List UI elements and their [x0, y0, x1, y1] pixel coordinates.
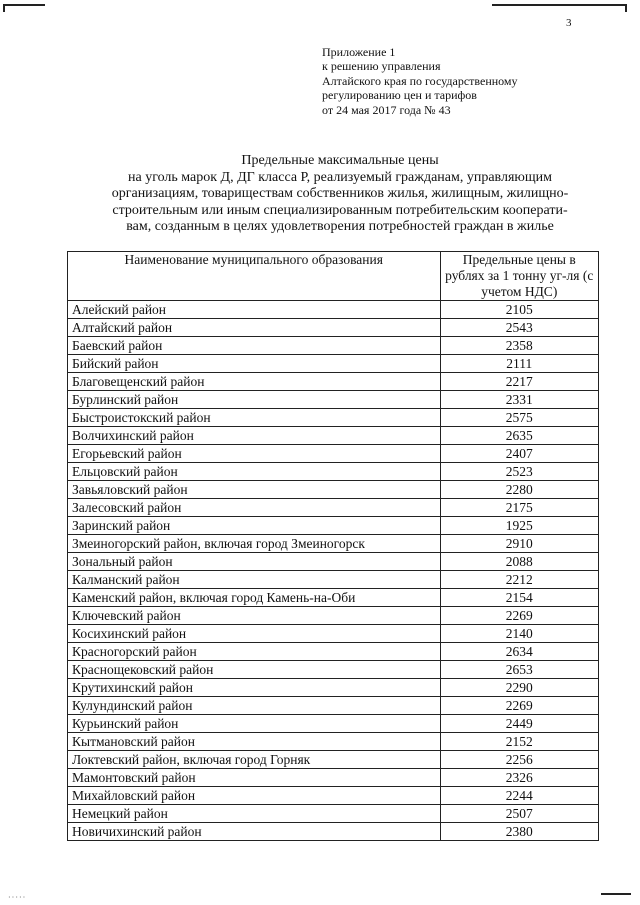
municipality-name: Змеиногорский район, включая город Змеиногорск: [68, 535, 441, 553]
price-value: 2244: [440, 787, 598, 805]
municipality-name: Михайловский район: [68, 787, 441, 805]
table-row: [68, 805, 599, 823]
municipality-name: Благовещенский район: [68, 373, 441, 391]
page-number: 3: [566, 17, 572, 29]
table-row: [68, 337, 599, 355]
table-row: [68, 553, 599, 571]
price-value: 2331: [440, 391, 598, 409]
appendix-line: Алтайского края по государственному: [322, 73, 518, 88]
price-value: 2269: [440, 697, 598, 715]
title-line: вам, созданным в целях удовлетворения потребностей граждан в жилье: [126, 219, 554, 235]
municipality-name: Красногорский район: [68, 643, 441, 661]
price-value: 2154: [440, 589, 598, 607]
table-row: [68, 571, 599, 589]
appendix-line: к решению управления: [322, 59, 441, 74]
table-row: [68, 517, 599, 535]
municipality-name: Кытмановский район: [68, 733, 441, 751]
table-row: [68, 733, 599, 751]
price-table: [67, 251, 599, 841]
table-row: [68, 463, 599, 481]
price-value: 2152: [440, 733, 598, 751]
municipality-name: Баевский район: [68, 337, 441, 355]
price-value: 2140: [440, 625, 598, 643]
price-value: 2635: [440, 427, 598, 445]
price-value: 2088: [440, 553, 598, 571]
table-row: [68, 589, 599, 607]
price-value: 2280: [440, 481, 598, 499]
price-value: 2269: [440, 607, 598, 625]
municipality-name: Бурлинский район: [68, 391, 441, 409]
municipality-name: Завьяловский район: [68, 481, 441, 499]
table-row: [68, 535, 599, 553]
title-line: организациям, товариществам собственников жилья, жилищным, жилищно-: [111, 186, 569, 202]
municipality-name: Зональный район: [68, 553, 441, 571]
table-row: [68, 679, 599, 697]
title-line: на уголь марок Д, ДГ класса Р, реализуемый гражданам, управляющим: [127, 169, 552, 185]
price-value: 2407: [440, 445, 598, 463]
price-value: 2212: [440, 571, 598, 589]
price-value: 1925: [440, 517, 598, 535]
price-value: 2543: [440, 319, 598, 337]
municipality-name: Немецкий район: [68, 805, 441, 823]
appendix-line: регулированию цен и тарифов: [322, 88, 477, 103]
municipality-name: Косихинский район: [68, 625, 441, 643]
price-value: 2380: [440, 823, 598, 841]
price-value: 2653: [440, 661, 598, 679]
price-value: 2358: [440, 337, 598, 355]
scan-mark-bottom-right: [601, 893, 631, 895]
appendix-line: от 24 мая 2017 года № 43: [322, 102, 451, 117]
scan-mark-top-right-tick: [625, 4, 627, 12]
table-row: [68, 769, 599, 787]
table-row: [68, 481, 599, 499]
table-row: [68, 319, 599, 337]
municipality-name: Курьинский район: [68, 715, 441, 733]
municipality-name: Краснощековский район: [68, 661, 441, 679]
municipality-name: Новичихинский район: [68, 823, 441, 841]
table-row: [68, 427, 599, 445]
municipality-name: Ключевский район: [68, 607, 441, 625]
price-value: 2105: [440, 301, 598, 319]
municipality-name: Волчихинский район: [68, 427, 441, 445]
municipality-name: Бийский район: [68, 355, 441, 373]
column-header-price: Предельные цены в рублях за 1 тонну уг-ля (с учетом НДС): [440, 252, 598, 301]
table-row: [68, 715, 599, 733]
municipality-name: Алтайский район: [68, 319, 441, 337]
price-value: 2910: [440, 535, 598, 553]
table-body: [68, 301, 599, 841]
municipality-name: Локтевский район, включая город Горняк: [68, 751, 441, 769]
municipality-name: Залесовский район: [68, 499, 441, 517]
title-line: Предельные максимальные цены: [241, 153, 439, 168]
title-line: строительным или иным специализированным потребительским кооперати-: [112, 202, 568, 218]
price-value: 2217: [440, 373, 598, 391]
price-value: 2523: [440, 463, 598, 481]
document-title: [60, 153, 620, 236]
footer-scan-artifact: ·····: [8, 893, 27, 902]
table-header-row: [68, 252, 599, 301]
price-value: 2256: [440, 751, 598, 769]
municipality-name: Калманский район: [68, 571, 441, 589]
table-row: [68, 787, 599, 805]
municipality-name: Мамонтовский район: [68, 769, 441, 787]
table-row: [68, 445, 599, 463]
price-value: 2634: [440, 643, 598, 661]
price-value: 2290: [440, 679, 598, 697]
price-value: 2175: [440, 499, 598, 517]
municipality-name: Кулундинский район: [68, 697, 441, 715]
table-row: [68, 355, 599, 373]
scan-mark-top-right: [492, 4, 627, 6]
appendix-line: Приложение 1: [322, 45, 396, 59]
table-row: [68, 643, 599, 661]
municipality-name: Каменский район, включая город Камень-на-Оби: [68, 589, 441, 607]
table-row: [68, 373, 599, 391]
price-value: 2111: [440, 355, 598, 373]
price-value: 2326: [440, 769, 598, 787]
municipality-name: Быстроистокский район: [68, 409, 441, 427]
table-row: [68, 697, 599, 715]
table-row: [68, 661, 599, 679]
municipality-name: Егорьевский район: [68, 445, 441, 463]
scan-mark-top-left: [3, 4, 45, 6]
table-row: [68, 409, 599, 427]
table-row: [68, 499, 599, 517]
municipality-name: Алейский район: [68, 301, 441, 319]
price-value: 2575: [440, 409, 598, 427]
table-row: [68, 391, 599, 409]
table-row: [68, 301, 599, 319]
table-row: [68, 751, 599, 769]
price-value: 2449: [440, 715, 598, 733]
price-value: 2507: [440, 805, 598, 823]
municipality-name: Крутихинский район: [68, 679, 441, 697]
scan-mark-top-left-tick: [3, 4, 5, 12]
table-row: [68, 823, 599, 841]
appendix-block: [322, 45, 518, 117]
column-header-name: Наименование муниципального образования: [68, 252, 441, 301]
municipality-name: Ельцовский район: [68, 463, 441, 481]
table-row: [68, 607, 599, 625]
table-row: [68, 625, 599, 643]
municipality-name: Заринский район: [68, 517, 441, 535]
